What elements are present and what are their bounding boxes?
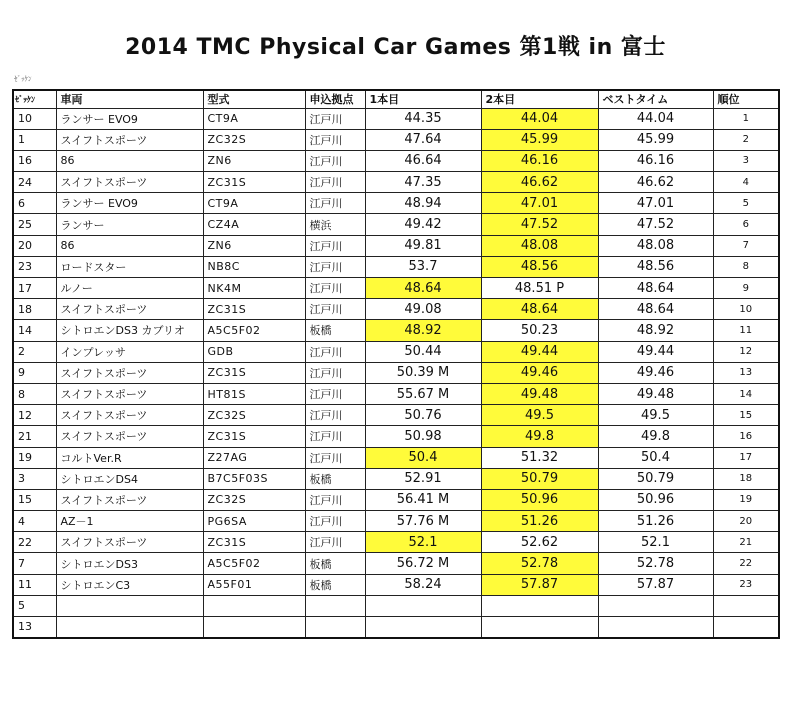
cell-base: 江戸川 [305, 405, 365, 426]
cell-car: 86 [56, 235, 203, 256]
cell-base: 江戸川 [305, 299, 365, 320]
cell-run1: 50.98 [365, 426, 481, 447]
table-row [13, 426, 779, 447]
cell-car: スイフトスポーツ [56, 383, 203, 404]
cell-best-time [598, 595, 713, 616]
cell-model: GDB [203, 341, 305, 362]
cell-run2: 44.04 [481, 108, 598, 129]
cell-number: 15 [13, 489, 56, 510]
cell-run1: 53.7 [365, 256, 481, 277]
cell-car: シトロエンDS3 [56, 553, 203, 574]
cell-best-time: 47.52 [598, 214, 713, 235]
cell-rank: 8 [713, 256, 779, 277]
cell-car: ロードスター [56, 256, 203, 277]
cell-best-time: 52.78 [598, 553, 713, 574]
cell-base: 江戸川 [305, 362, 365, 383]
cell-car: スイフトスポーツ [56, 172, 203, 193]
cell-car: ランサー [56, 214, 203, 235]
cell-run2 [481, 617, 598, 638]
cell-run2: 47.01 [481, 193, 598, 214]
cell-car: ランサー EVO9 [56, 193, 203, 214]
cell-run2: 49.44 [481, 341, 598, 362]
cell-base: 江戸川 [305, 235, 365, 256]
cell-rank [713, 617, 779, 638]
table-row [13, 172, 779, 193]
cell-model: CT9A [203, 193, 305, 214]
cell-base: 江戸川 [305, 150, 365, 171]
cell-run2: 49.48 [481, 383, 598, 404]
cell-run2: 46.16 [481, 150, 598, 171]
cell-model: NK4M [203, 278, 305, 299]
cell-car: ルノー [56, 278, 203, 299]
header-run1: 1本目 [365, 90, 481, 108]
cell-run2: 48.56 [481, 256, 598, 277]
cell-run2: 51.26 [481, 511, 598, 532]
cell-car [56, 595, 203, 616]
cell-base: 横浜 [305, 214, 365, 235]
cell-model: ZC31S [203, 299, 305, 320]
cell-best-time: 49.46 [598, 362, 713, 383]
cell-rank: 23 [713, 574, 779, 595]
table-row [13, 108, 779, 129]
table-row [13, 320, 779, 341]
table-row [13, 511, 779, 532]
cell-number: 6 [13, 193, 56, 214]
cell-rank: 14 [713, 383, 779, 404]
header-car: 車両 [56, 90, 203, 108]
header-number: ｾﾞｯｹﾝ [13, 90, 56, 108]
cell-best-time: 49.8 [598, 426, 713, 447]
cell-number: 17 [13, 278, 56, 299]
cell-model: A55F01 [203, 574, 305, 595]
cell-model: ZC31S [203, 362, 305, 383]
table-row [13, 214, 779, 235]
cell-model: CT9A [203, 108, 305, 129]
cell-base: 江戸川 [305, 447, 365, 468]
header-rank: 順位 [713, 90, 779, 108]
cell-rank: 16 [713, 426, 779, 447]
cell-base: 江戸川 [305, 172, 365, 193]
cell-car: AZ－1 [56, 511, 203, 532]
cell-car: 86 [56, 150, 203, 171]
cell-run1: 52.1 [365, 532, 481, 553]
cell-run2: 49.8 [481, 426, 598, 447]
cell-number: 25 [13, 214, 56, 235]
cell-model: ZC32S [203, 129, 305, 150]
table-row [13, 256, 779, 277]
cell-rank: 12 [713, 341, 779, 362]
page-title: 2014 TMC Physical Car Games 第1戦 in 富士 [125, 35, 666, 60]
cell-run1: 47.35 [365, 172, 481, 193]
cell-run2: 50.96 [481, 489, 598, 510]
cell-run2: 51.32 [481, 447, 598, 468]
cell-best-time: 57.87 [598, 574, 713, 595]
cell-base: 江戸川 [305, 108, 365, 129]
cell-number: 13 [13, 617, 56, 638]
cell-rank: 6 [713, 214, 779, 235]
cell-model: A5C5F02 [203, 320, 305, 341]
cell-number: 16 [13, 150, 56, 171]
table-row [13, 341, 779, 362]
cell-model: ZN6 [203, 150, 305, 171]
cell-base [305, 595, 365, 616]
cell-run2: 50.79 [481, 468, 598, 489]
cell-car: スイフトスポーツ [56, 426, 203, 447]
header-model: 型式 [203, 90, 305, 108]
table-row [13, 299, 779, 320]
cell-number: 21 [13, 426, 56, 447]
cell-base [305, 617, 365, 638]
cell-model: ZC31S [203, 426, 305, 447]
cell-best-time [598, 617, 713, 638]
cell-best-time: 50.79 [598, 468, 713, 489]
cell-base: 江戸川 [305, 511, 365, 532]
cell-rank: 18 [713, 468, 779, 489]
cell-run1: 55.67 M [365, 383, 481, 404]
cell-car: ランサー EVO9 [56, 108, 203, 129]
cell-run1: 57.76 M [365, 511, 481, 532]
cell-model: NB8C [203, 256, 305, 277]
cell-rank: 20 [713, 511, 779, 532]
cell-number: 11 [13, 574, 56, 595]
cell-base: 江戸川 [305, 278, 365, 299]
cell-base: 江戸川 [305, 532, 365, 553]
cell-run2: 49.46 [481, 362, 598, 383]
header-base: 申込拠点 [305, 90, 365, 108]
cell-rank: 19 [713, 489, 779, 510]
cell-base: 江戸川 [305, 129, 365, 150]
cell-run2: 48.51 P [481, 278, 598, 299]
cell-run2: 46.62 [481, 172, 598, 193]
cell-number: 9 [13, 362, 56, 383]
cell-number: 23 [13, 256, 56, 277]
table-row [13, 405, 779, 426]
cell-run1: 50.76 [365, 405, 481, 426]
cell-number: 12 [13, 405, 56, 426]
table-row [13, 150, 779, 171]
cell-best-time: 48.56 [598, 256, 713, 277]
table-row [13, 574, 779, 595]
cell-run1: 49.08 [365, 299, 481, 320]
cell-number: 24 [13, 172, 56, 193]
cell-run2: 45.99 [481, 129, 598, 150]
cell-run2: 52.62 [481, 532, 598, 553]
cell-number: 2 [13, 341, 56, 362]
cell-number: 3 [13, 468, 56, 489]
cell-car: スイフトスポーツ [56, 489, 203, 510]
cell-run1: 44.35 [365, 108, 481, 129]
cell-rank: 1 [713, 108, 779, 129]
cell-base: 板橋 [305, 553, 365, 574]
cell-model: PG6SA [203, 511, 305, 532]
cell-base: 板橋 [305, 468, 365, 489]
table-row [13, 193, 779, 214]
header-best-time: ベストタイム [598, 90, 713, 108]
cell-number: 7 [13, 553, 56, 574]
cell-car: コルトVer.R [56, 447, 203, 468]
cell-car: スイフトスポーツ [56, 405, 203, 426]
cell-number: 5 [13, 595, 56, 616]
cell-run1: 50.44 [365, 341, 481, 362]
table-row [13, 468, 779, 489]
cell-rank: 4 [713, 172, 779, 193]
cell-best-time: 45.99 [598, 129, 713, 150]
cell-run1: 46.64 [365, 150, 481, 171]
cell-rank: 21 [713, 532, 779, 553]
cell-model: B7C5F03S [203, 468, 305, 489]
table-header-row [13, 90, 779, 108]
cell-best-time: 49.5 [598, 405, 713, 426]
cell-model: ZC31S [203, 172, 305, 193]
cell-base: 江戸川 [305, 489, 365, 510]
cell-run1: 52.91 [365, 468, 481, 489]
cell-number: 1 [13, 129, 56, 150]
cell-rank: 11 [713, 320, 779, 341]
cell-best-time: 50.96 [598, 489, 713, 510]
cell-run1 [365, 617, 481, 638]
cell-rank: 13 [713, 362, 779, 383]
cell-model [203, 617, 305, 638]
cell-run2: 52.78 [481, 553, 598, 574]
cell-run2: 47.52 [481, 214, 598, 235]
table-row [13, 595, 779, 616]
cell-number: 19 [13, 447, 56, 468]
cell-run2: 48.08 [481, 235, 598, 256]
cell-car: スイフトスポーツ [56, 129, 203, 150]
cell-best-time: 50.4 [598, 447, 713, 468]
table-row [13, 532, 779, 553]
table-row [13, 617, 779, 638]
cell-model [203, 595, 305, 616]
cell-best-time: 47.01 [598, 193, 713, 214]
table-row [13, 278, 779, 299]
cell-number: 10 [13, 108, 56, 129]
cell-base: 板橋 [305, 574, 365, 595]
cell-run1 [365, 595, 481, 616]
cell-run1: 48.94 [365, 193, 481, 214]
cell-run2: 49.5 [481, 405, 598, 426]
cell-run1: 56.72 M [365, 553, 481, 574]
cell-car: シトロエンC3 [56, 574, 203, 595]
cell-run1: 50.39 M [365, 362, 481, 383]
cell-run1: 56.41 M [365, 489, 481, 510]
cell-base: 江戸川 [305, 193, 365, 214]
cell-best-time: 49.48 [598, 383, 713, 404]
results-table [12, 89, 780, 639]
cell-rank: 2 [713, 129, 779, 150]
table-row [13, 362, 779, 383]
cell-number: 4 [13, 511, 56, 532]
cell-best-time: 51.26 [598, 511, 713, 532]
cell-number: 14 [13, 320, 56, 341]
cell-rank: 17 [713, 447, 779, 468]
cell-run2: 48.64 [481, 299, 598, 320]
cell-number: 20 [13, 235, 56, 256]
table-row [13, 489, 779, 510]
table-row [13, 235, 779, 256]
cell-best-time: 48.92 [598, 320, 713, 341]
cell-run2 [481, 595, 598, 616]
cell-car: シトロエンDS3 カブリオ [56, 320, 203, 341]
cell-base: 江戸川 [305, 383, 365, 404]
cell-number: 18 [13, 299, 56, 320]
corner-mark: ｾﾞｯｹﾝ [14, 75, 32, 83]
cell-number: 22 [13, 532, 56, 553]
cell-base: 江戸川 [305, 426, 365, 447]
cell-base: 板橋 [305, 320, 365, 341]
cell-run2: 50.23 [481, 320, 598, 341]
cell-car: スイフトスポーツ [56, 362, 203, 383]
cell-run1: 58.24 [365, 574, 481, 595]
table-row [13, 447, 779, 468]
cell-model: Z27AG [203, 447, 305, 468]
cell-rank: 5 [713, 193, 779, 214]
cell-rank: 9 [713, 278, 779, 299]
cell-rank: 15 [713, 405, 779, 426]
cell-rank: 3 [713, 150, 779, 171]
cell-best-time: 46.62 [598, 172, 713, 193]
cell-number: 8 [13, 383, 56, 404]
cell-model: ZN6 [203, 235, 305, 256]
cell-model: ZC31S [203, 532, 305, 553]
cell-best-time: 46.16 [598, 150, 713, 171]
cell-base: 江戸川 [305, 256, 365, 277]
cell-car: シトロエンDS4 [56, 468, 203, 489]
table-row [13, 129, 779, 150]
cell-rank [713, 595, 779, 616]
cell-car: インプレッサ [56, 341, 203, 362]
table-row [13, 553, 779, 574]
results-body [13, 108, 779, 638]
table-row [13, 383, 779, 404]
cell-run1: 50.4 [365, 447, 481, 468]
cell-best-time: 44.04 [598, 108, 713, 129]
cell-run1: 47.64 [365, 129, 481, 150]
cell-model: HT81S [203, 383, 305, 404]
cell-model: CZ4A [203, 214, 305, 235]
cell-run1: 48.64 [365, 278, 481, 299]
cell-best-time: 48.64 [598, 299, 713, 320]
cell-best-time: 52.1 [598, 532, 713, 553]
cell-run1: 48.92 [365, 320, 481, 341]
cell-best-time: 49.44 [598, 341, 713, 362]
cell-car: スイフトスポーツ [56, 532, 203, 553]
cell-base: 江戸川 [305, 341, 365, 362]
cell-run1: 49.42 [365, 214, 481, 235]
header-run2: 2本目 [481, 90, 598, 108]
cell-car: スイフトスポーツ [56, 299, 203, 320]
cell-run1: 49.81 [365, 235, 481, 256]
cell-best-time: 48.64 [598, 278, 713, 299]
cell-best-time: 48.08 [598, 235, 713, 256]
cell-model: ZC32S [203, 489, 305, 510]
cell-rank: 7 [713, 235, 779, 256]
cell-model: ZC32S [203, 405, 305, 426]
cell-rank: 10 [713, 299, 779, 320]
cell-rank: 22 [713, 553, 779, 574]
cell-car [56, 617, 203, 638]
cell-run2: 57.87 [481, 574, 598, 595]
cell-model: A5C5F02 [203, 553, 305, 574]
